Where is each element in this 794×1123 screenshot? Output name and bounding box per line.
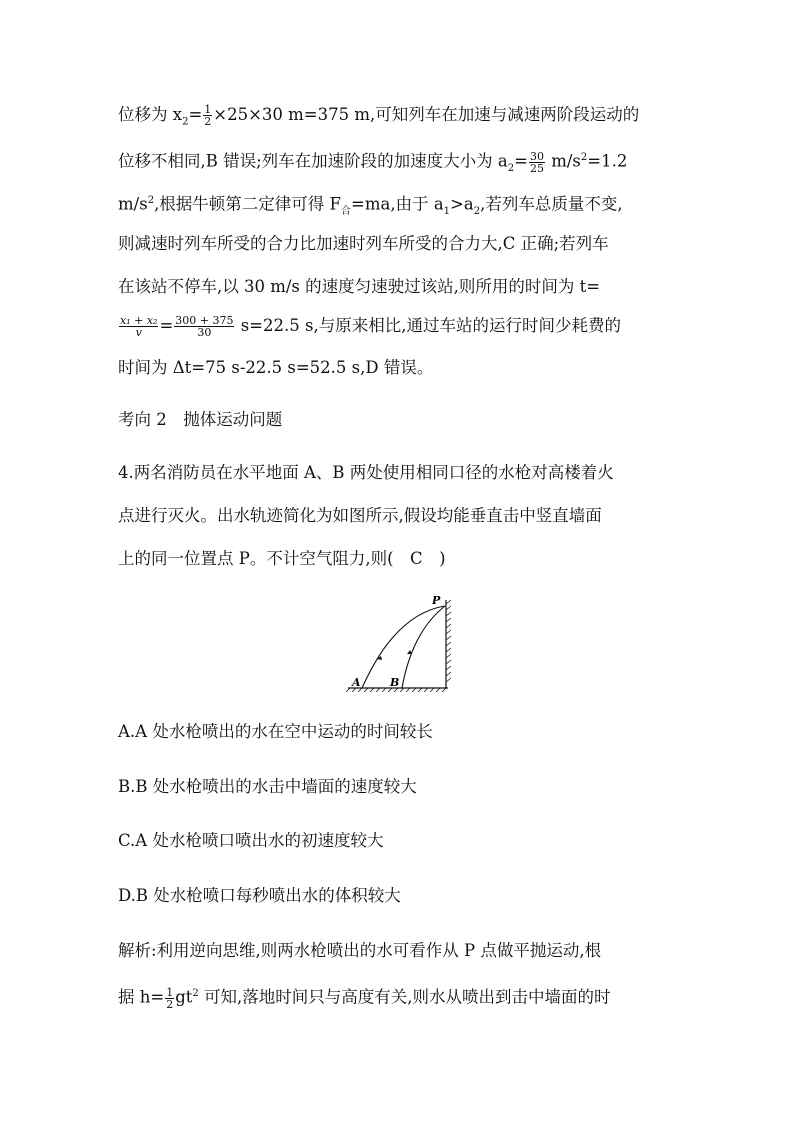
label-a: A	[352, 676, 361, 689]
text: ,若列车总质量不变,	[480, 194, 623, 214]
subscript: 合	[341, 205, 352, 217]
text: =	[188, 105, 203, 124]
para1-line-5: 在该站不停车,以 30 m/s 的速度匀速驶过该站,则所用的时间为 t=	[118, 277, 601, 296]
fraction-30-25: $\frac{30}{25}$	[529, 149, 544, 175]
text: ,根据牛顿第二定律可得 F	[154, 194, 342, 214]
text: ×25×30 m=375 m,可知列车在加速与减速两阶段运动的	[213, 105, 640, 124]
para1-line-4: 则减速时列车所受的合力比加速时列车所受的合力大,C 正确;若列车	[118, 234, 609, 253]
analysis-line-1: 解析:利用逆向思维,则两水枪喷出的水可看作从 P 点做平抛运动,根	[118, 941, 602, 960]
option-b: B.B 处水枪喷出的水击中墙面的速度较大	[118, 777, 417, 796]
superscript: 2	[147, 195, 155, 206]
trajectory-b	[402, 606, 445, 688]
para1-line-2	[118, 146, 678, 181]
text: =	[159, 316, 174, 335]
question-line-2: 点进行灭火。出水轨迹简化为如图所示,假设均能垂直击中竖直墙面	[118, 506, 602, 525]
arrow-b-icon	[407, 650, 412, 654]
para1-line-7: 时间为 Δt=75 s-22.5 s=52.5 s,D 错误。	[118, 358, 434, 377]
question-line-1: 4.两名消防员在水平地面 A、B 两处使用相同口径的水枪对高楼着火	[118, 463, 614, 482]
subscript: 2	[507, 162, 515, 174]
text: 可知,落地时间只与高度有关,则水从喷出到击中墙面的时	[198, 987, 611, 1007]
wall-hatching	[446, 600, 451, 682]
text: 据 h=	[118, 987, 165, 1007]
superscript: 2	[192, 988, 199, 999]
text: 位移不相同,B 错误;列车在加速阶段的加速度大小为 a	[118, 151, 508, 171]
option-d: D.B 处水枪喷口每秒喷出水的体积较大	[118, 886, 401, 905]
para1-line-3	[118, 189, 678, 224]
analysis-line-2	[118, 982, 678, 1010]
para1-line-6	[118, 314, 678, 338]
section-heading: 考向 2 抛体运动问题	[118, 410, 283, 429]
option-a: A.A 处水枪喷出的水在空中运动的时间较长	[118, 722, 433, 741]
text: >a	[450, 194, 474, 214]
text: =	[514, 151, 528, 171]
text: =ma,由于 a	[351, 194, 444, 214]
option-c: C.A 处水枪喷口喷出水的初速度较大	[118, 831, 384, 850]
trajectory-figure	[340, 592, 460, 692]
subscript: 2	[182, 116, 189, 128]
question-line-3: 上的同一位置点 P。不计空气阻力,则( C )	[118, 549, 446, 568]
label-b: B	[390, 676, 400, 689]
fraction-half: $\frac{1}{2}$	[166, 985, 174, 1011]
text: gt	[175, 987, 193, 1007]
fraction-675-30: $\frac{300 + 375}{30}$	[175, 314, 234, 339]
subscript: 1	[443, 205, 451, 217]
text: m/s	[545, 151, 581, 171]
superscript: 2	[580, 152, 588, 163]
text: s=22.5 s,与原来相比,通过车站的运行时间少耗费的	[235, 316, 621, 335]
text: 位移为 x	[118, 105, 183, 124]
subscript: 2	[473, 205, 481, 217]
label-p: P	[432, 594, 441, 607]
fraction-x1x2-v: $\frac{\text{x₁ + x₂}}{v}$	[120, 314, 158, 339]
para1-line-1	[118, 103, 678, 134]
text: m/s	[118, 194, 148, 214]
fraction-half: $\frac{1}{2}$	[204, 103, 212, 128]
text: =1.2	[587, 151, 628, 171]
